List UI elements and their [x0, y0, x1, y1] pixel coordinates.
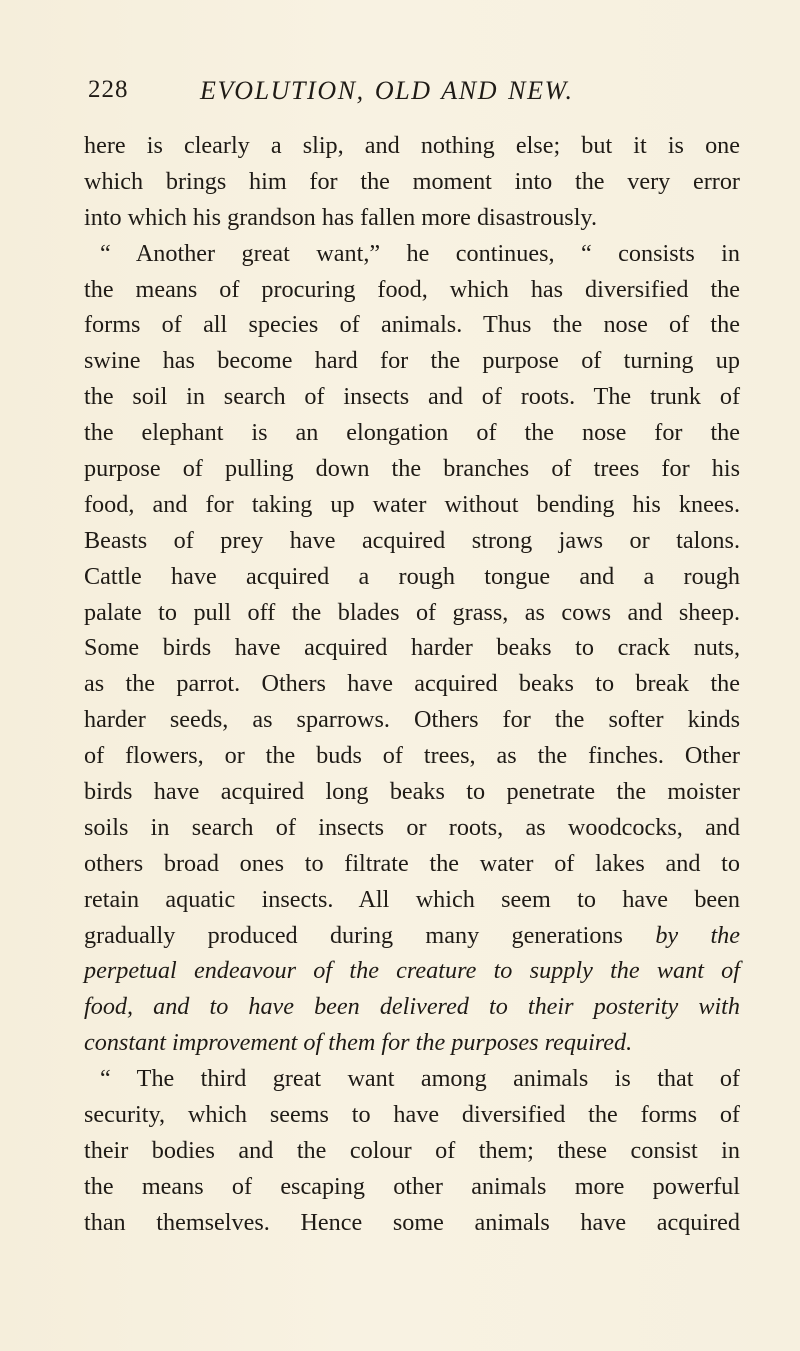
text-line-21: others broad ones to filtrate the water of lakes and to: [84, 849, 740, 877]
text-line-26: constant improvement of them for the purposes required.: [84, 1029, 633, 1057]
text-line-2: which brings him for the moment into the very error: [84, 167, 740, 195]
text-line-29: their bodies and the colour of them; these consist in: [84, 1136, 740, 1164]
text-line-23-roman: gradually produced during many generations: [84, 921, 623, 949]
text-line-16: as the parrot. Others have acquired beaks to break the: [84, 670, 740, 698]
text-line-23: [84, 918, 740, 954]
body-text: [84, 128, 740, 1241]
page-header: [88, 76, 738, 116]
text-line-9: the elephant is an elongation of the nose for the: [84, 419, 740, 447]
text-line-18: of flowers, or the buds of trees, as the finches. Other: [84, 742, 740, 770]
text-line-1: here is clearly a slip, and nothing else; but it is one: [84, 132, 740, 159]
text-line-28: security, which seems to have diversified the forms of: [84, 1101, 740, 1129]
text-line-27: “ The third great want among animals is that of: [100, 1065, 740, 1093]
text-line-4: “ Another great want,” he continues, “ consists in: [100, 239, 740, 267]
text-line-10: purpose of pulling down the branches of trees for his: [84, 455, 740, 483]
text-line-30: the means of escaping other animals more powerful: [84, 1172, 740, 1200]
text-line-19: birds have acquired long beaks to penetrate the moister: [84, 778, 740, 806]
text-line-6: forms of all species of animals. Thus the nose of the: [84, 311, 740, 339]
text-line-12: Beasts of prey have acquired strong jaws or talons.: [84, 526, 740, 554]
text-line-23-italic: by the: [655, 921, 741, 949]
page-number: 228: [88, 76, 129, 103]
text-line-20: soils in search of insects or roots, as woodcocks, and: [84, 813, 740, 841]
text-line-14: palate to pull off the blades of grass, as cows and sheep.: [84, 598, 740, 626]
text-line-8: the soil in search of insects and of roots. The trunk of: [84, 383, 740, 411]
text-line-7: swine has become hard for the purpose of turning up: [84, 347, 740, 375]
text-line-3: into which his grandson has fallen more disastrously.: [84, 203, 598, 231]
text-line-22: retain aquatic insects. All which seem to have been: [84, 885, 740, 913]
text-line-31: than themselves. Hence some animals have acquired: [84, 1208, 740, 1236]
text-line-11: food, and for taking up water without bending his knees.: [84, 490, 740, 518]
text-line-5: the means of procuring food, which has diversified the: [84, 275, 740, 303]
text-line-25: food, and to have been delivered to their posterity with: [84, 993, 740, 1021]
text-line-24: perpetual endeavour of the creature to supply the want of: [84, 957, 740, 985]
text-line-13: Cattle have acquired a rough tongue and a rough: [84, 562, 740, 590]
text-line-15: Some birds have acquired harder beaks to crack nuts,: [84, 634, 740, 662]
running-title: EVOLUTION, OLD AND NEW.: [200, 76, 574, 105]
text-line-17: harder seeds, as sparrows. Others for the softer kinds: [84, 706, 740, 734]
